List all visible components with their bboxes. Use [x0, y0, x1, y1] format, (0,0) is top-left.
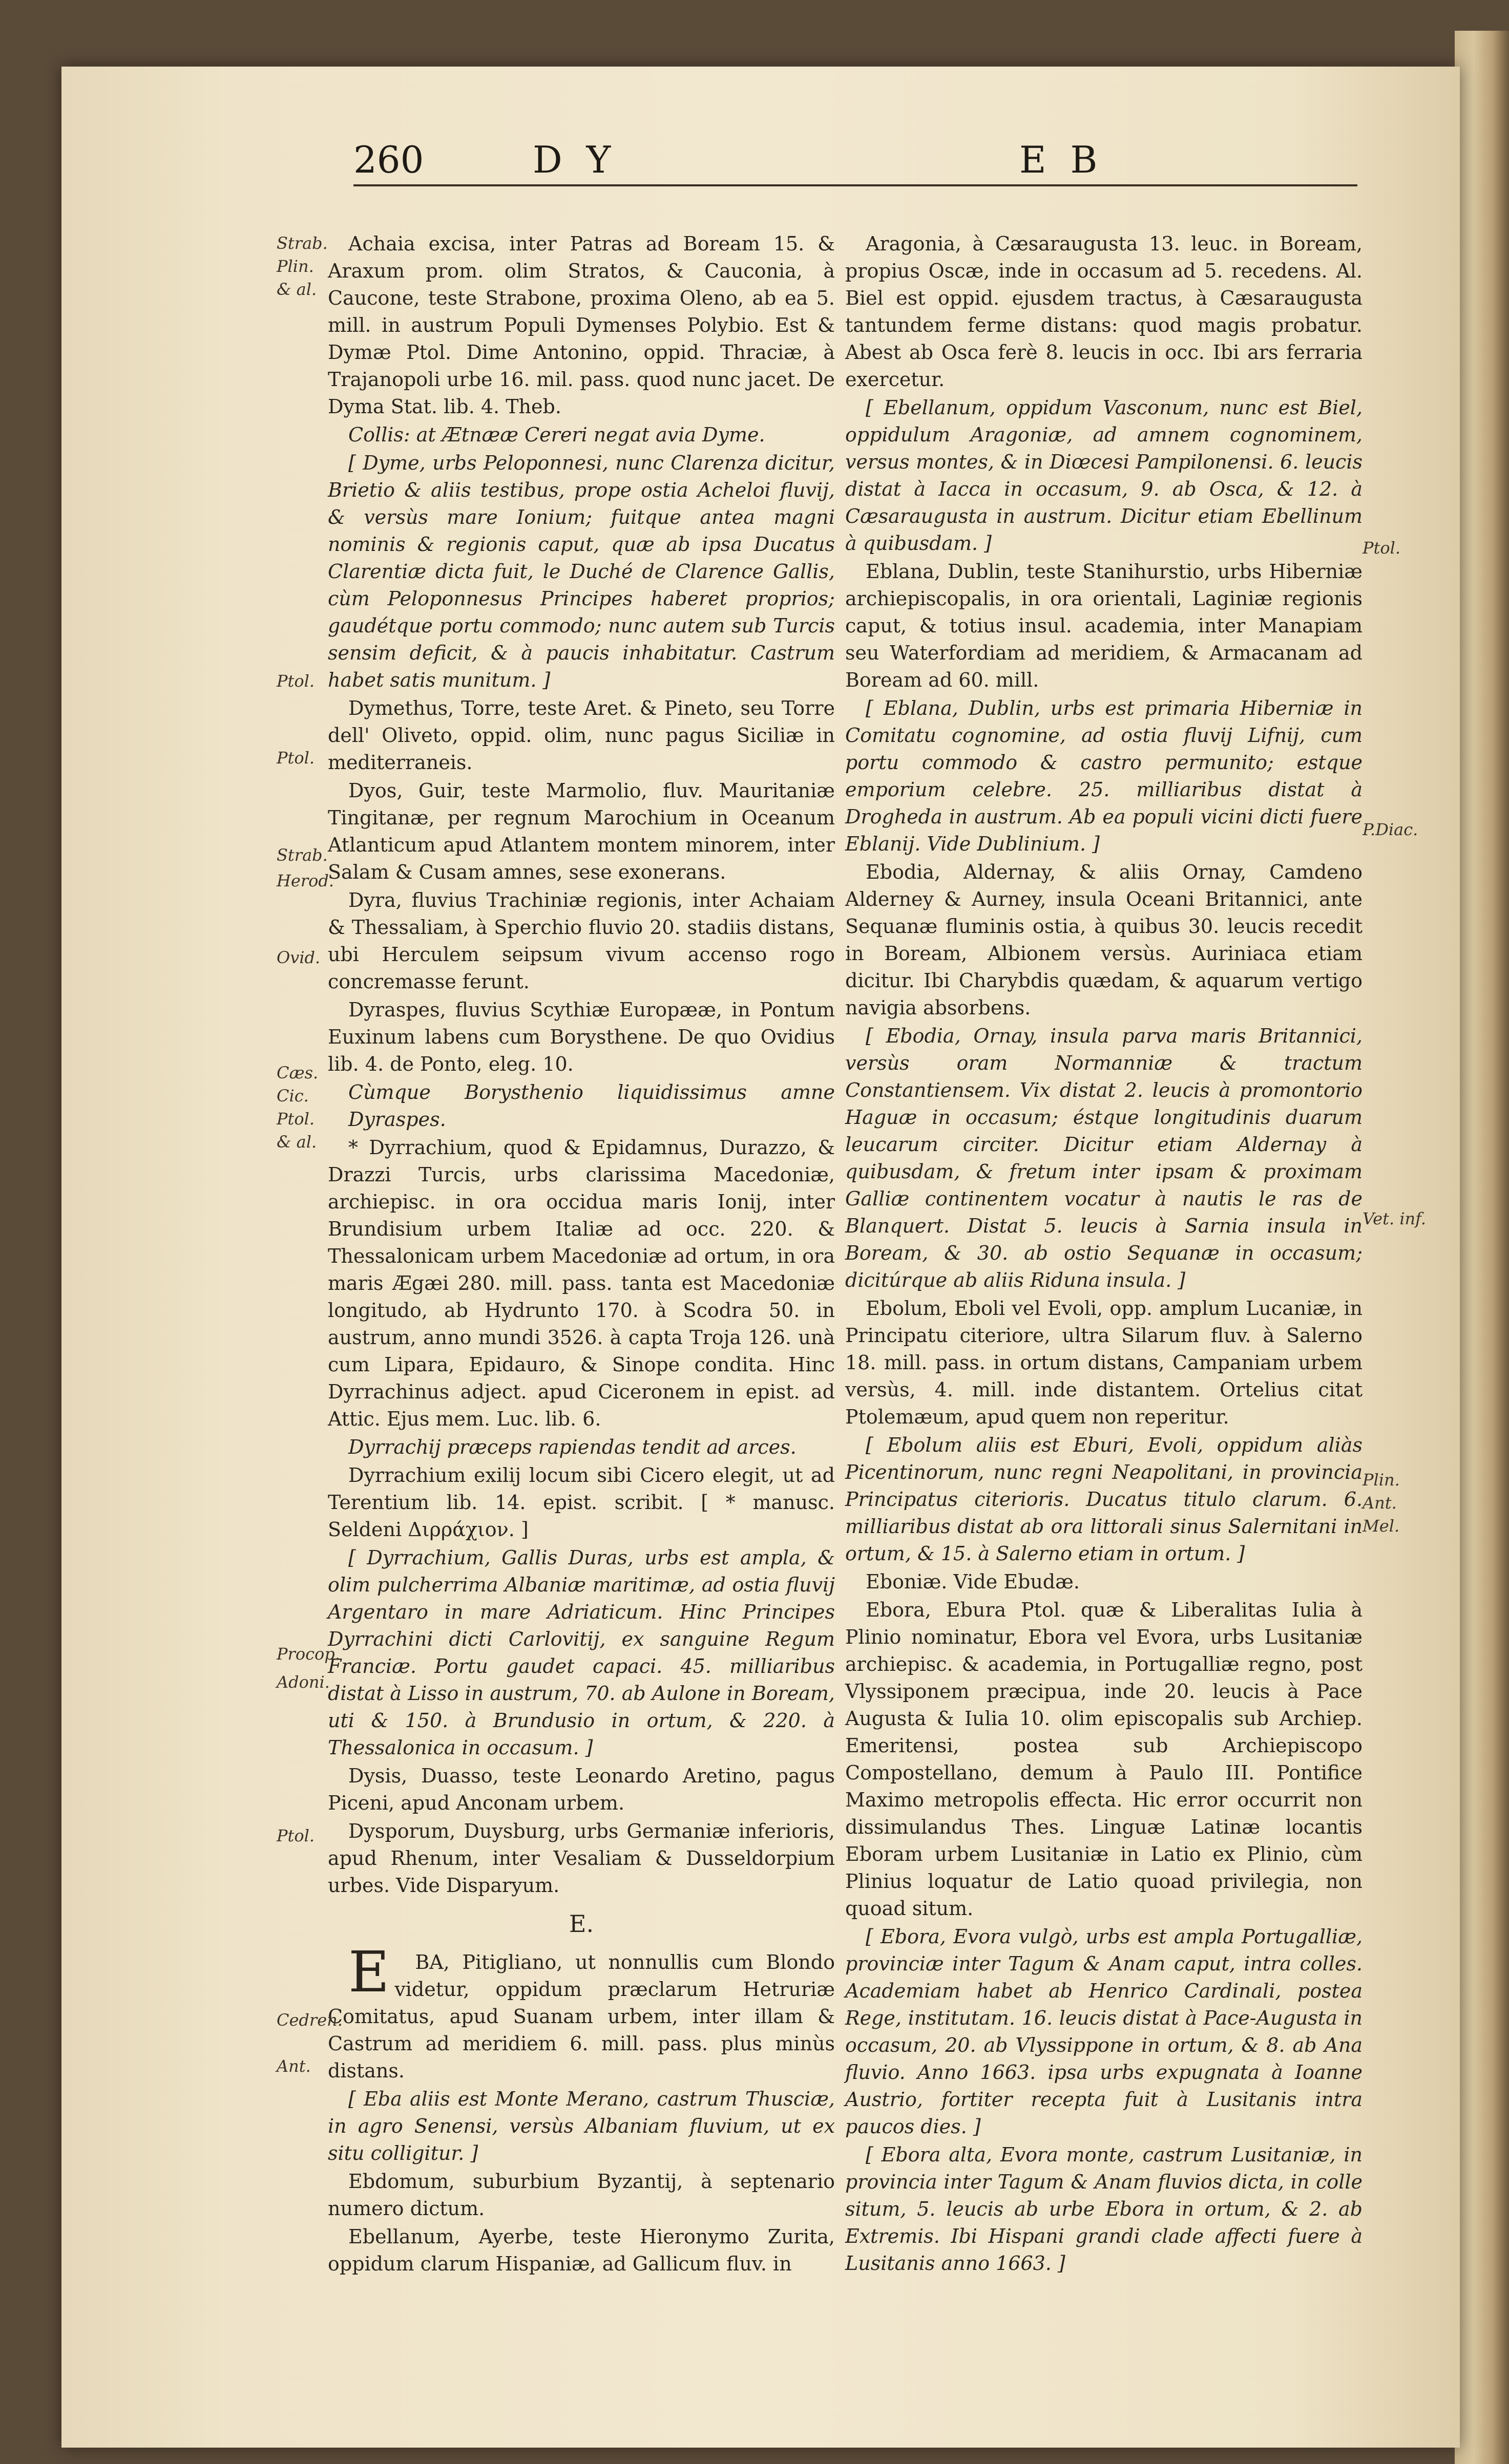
entry-paragraph: Dysis, Duasso, teste Leonardo Aretino, pagus Piceni, apud Anconam urbem. [328, 1765, 835, 1814]
margin-note: Ptol. [277, 1109, 315, 1129]
entry-paragraph: Aragonia, à Cæsaraugusta 13. leuc. in Boream, propius Oscæ, inde in occasum ad 5. recedens. Al. Biel est oppid. ejusdem tractus, à Cæsaraugusta tantundem ferme distans: quod magis probatur. Abest ab Osca ferè 8. leucis in occ. Ibi ars ferraria exercetur. [845, 232, 1363, 391]
verse-quote: Dyrrachij præceps rapiendas tendit ad arces. [348, 1436, 797, 1458]
right-column [845, 230, 1363, 2278]
bracketed-note: [ Ebora, Evora vulgò, urbs est ampla Portugalliæ, provinciæ inter Tagum & Anam caput, intra colles. Academiam habet ab Henrico Cardinali, postea Rege, institutam. 16. leucis distat à Pace-Augusta in occasum, 20. ab Vlyssippone in ortum, & 8. ab Ana fluvio. Anno 1663. ipsa urbs expugnata à Ioanne Austrio, fortiter recepta fuit à Lusitanis intra paucos dies. ] [845, 1925, 1363, 2138]
entry-paragraph: Ebora, Ebura Ptol. quæ & Liberalitas Iulia à Plinio nominatur, Ebora vel Evora, urbs Lusitaniæ archiepisc. & academia, in Portugalliæ regno, post Vlyssiponem præcipua, inde 20. leucis à Pace Augusta & Iulia 10. olim episcopalis sub Archiep. Emeritensi, postea sub Archiepiscopo Compostellano, demum à Paulo III. Pontifice Maximo metropolis effecta. Hic error occurrit non dissimulandus Thes. Linguæ Latinæ locantis Eboram urbem Lusitaniæ in Latio ex Plinio, cùm Plinius loquatur de Latio quoad privilegia, non quoad situm. [845, 1599, 1363, 1920]
margin-note: Ant. [277, 2056, 311, 2076]
bracketed-note: [ Ebellanum, oppidum Vasconum, nunc est Biel, oppidulum Aragoniæ, ad amnem cognominem, versus montes, & in Diœcesi Pampilonensi. 6. leucis distat à Iacca in occasum, 9. ab Osca, & 12. à Cæsaraugusta in austrum. Dicitur etiam Ebellinum à quibusdam. ] [845, 396, 1363, 555]
margin-note: Procop. [277, 1644, 340, 1664]
entry-paragraph: Ebodia, Aldernay, & aliis Ornay, Camdeno Alderney & Aurney, insula Oceani Britannici, ante Sequanæ fluminis ostia, à quibus 30. leucis recedit in Boream, Albionem versùs. Auriniaca etiam dicitur. Ibi Charybdis quædam, & aquarum vertigo navigia absorbens. [845, 861, 1363, 1019]
section-opening-paragraph: EBA, Pitigliano, ut nonnullis cum Blondo videtur, oppidum præclarum Hetruriæ Comitatus, apud Suanam urbem, inter illam & Castrum ad meridiem 6. mill. pass. plus minùs distans. [328, 1939, 835, 2082]
margin-note: Ptol. [1363, 538, 1401, 558]
margin-note: Herod. [277, 871, 334, 890]
adjacent-page-edge [1455, 31, 1509, 2464]
margin-note: Plin. [1363, 1470, 1400, 1490]
margin-note: Plin. [277, 257, 314, 276]
margin-note: Cæs. [277, 1063, 319, 1082]
margin-note: Ptol. [277, 1826, 315, 1845]
margin-note: Ptol. [277, 671, 315, 691]
bracketed-note: [ Ebolum aliis est Eburi, Evoli, oppidum aliàs Picentinorum, nunc regni Neapolitani, in provincia Principatus citerioris. Ducatus titulo clarum. 6. milliaribus distat ab ora littorali sinus Salernitani in ortum, & 15. à Salerno etiam in ortum. ] [845, 1434, 1363, 1565]
bracketed-note: [ Dyrrachium, Gallis Duras, urbs est ampla, & olim pulcherrima Albaniæ maritimæ, ad ostia fluvij Argentaro in mare Adriaticum. Hinc Principes Dyrrachini dicti Carlovitij, ex sanguine Regum Franciæ. Portu gaudet capaci. 45. milliaribus distat à Lisso in austrum, 70. ab Aulone in Boream, uti & 150. à Brundusio in ortum, & 220. à Thessalonica in occasum. ] [328, 1546, 835, 1759]
entry-paragraph: Achaia excisa, inter Patras ad Boream 15. & Araxum prom. olim Stratos, & Cauconia, à Caucone, teste Strabone, proxima Oleno, ab ea 5. mill. in austrum Populi Dymenses Polybio. Est & Dymæ Ptol. Dime Antonino, oppid. Thraciæ, à Trajanopoli urbe 16. mil. pass. quod nunc jacet. De Dyma Stat. lib. 4. Theb. [328, 232, 835, 418]
entry-paragraph: Ebolum, Eboli vel Evoli, opp. amplum Lucaniæ, in Principatu citeriore, ultra Silarum fluv. à Salerno 18. mill. pass. in ortum distans, Campaniam urbem versùs, 4. mill. inde distantem. Ortelius citat Ptolemæum, apud quem non reperitur. [845, 1297, 1363, 1428]
page-number: 260 [353, 138, 424, 181]
entry-paragraph: Ebellanum, Ayerbe, teste Hieronymo Zurita, oppidum clarum Hispaniæ, ad Gallicum fluv. in [328, 2225, 835, 2275]
running-head-left: D Y [533, 138, 617, 181]
margin-note: Cic. [277, 1086, 309, 1106]
running-head-right: E B [1019, 138, 1104, 181]
margin-note: Strab. [277, 233, 328, 253]
bracketed-note: [ Eblana, Dublin, urbs est primaria Hiberniæ in Comitatu cognomine, ad ostia fluvij Lifnij, cum portu commodo & castro permunito; estque emporium celebre. 25. milliaribus distat à Drogheda in austrum. Ab ea populi vicini dicti fuere Eblanij. Vide Dublinium. ] [845, 697, 1363, 855]
bracketed-note: [ Eba aliis est Monte Merano, castrum Thusciæ, in agro Senensi, versùs Albaniam fluvium, ut ex situ colligitur. ] [328, 2088, 835, 2164]
margin-note: Strab. [277, 845, 328, 865]
entry-paragraph: Eblana, Dublin, teste Stanihurstio, urbs Hiberniæ archiepiscopalis, in ora orientali, Laginiæ regionis caput, & totius insul. academia, inter Manapiam seu Waterfordiam ad meridiem, & Armacanam ad Boream ad 60. mill. [845, 560, 1363, 691]
entry-paragraph: Dymethus, Torre, teste Aret. & Pineto, seu Torre dell' Oliveto, oppid. olim, nunc pagus Siciliæ in mediterraneis. [328, 697, 835, 774]
margin-note: P.Diac. [1363, 820, 1418, 839]
margin-note: Ovid. [277, 948, 321, 967]
entry-paragraph: Eboniæ. Vide Ebudæ. [866, 1570, 1080, 1593]
margin-note: Cedren. [277, 2010, 343, 2030]
bracketed-note: [ Dyme, urbs Peloponnesi, nunc Clarenza dicitur, Brietio & aliis testibus, prope ostia Acheloi fluvij, & versùs mare Ionium; fuitque antea magni nominis & regionis caput, quæ ab ipsa Ducatus Clarentiæ dicta fuit, le Duché de Clarence Gallis, cùm Peloponnesus Principes haberet proprios; gaudétque portu commodo; nunc autem sub Turcis sensim deficit, & à paucis inhabitatur. Castrum habet satis munitum. ] [328, 452, 835, 691]
left-column [328, 230, 835, 2279]
verse-quote: Cùmque Borysthenio liquidissimus amne Dyraspes. [348, 1081, 835, 1131]
entry-paragraph: Dyrrachium exilij locum sibi Cicero elegit, ut ad Terentium lib. 14. epist. scribit. [ * manusc. Seldeni Διρράχιον. ] [328, 1464, 835, 1541]
entry-paragraph: Dyraspes, fluvius Scythiæ Europææ, in Pontum Euxinum labens cum Borysthene. De quo Ovidius lib. 4. de Ponto, eleg. 10. [328, 999, 835, 1075]
margin-note: & al. [277, 1132, 317, 1152]
entry-paragraph: Ebdomum, suburbium Byzantij, à septenario numero dictum. [328, 2170, 835, 2220]
margin-note: Vet. inf. [1363, 1209, 1427, 1228]
bracketed-note: [ Ebodia, Ornay, insula parva maris Britannici, versùs oram Normanniæ & tractum Constantiensem. Vix distat 2. leucis à promontorio Haguæ in occasum; éstque longitudinis duarum leucarum circiter. Dicitur etiam Aldernay à quibusdam, & fretum inter ipsam & proximam Galliæ continentem vocatur à nautis le ras de Blanquert. Distat 5. leucis à Sarnia insula in Boream, & 30. ab ostio Sequanæ in occasum; dicitúrque ab aliis Riduna insula. ] [845, 1025, 1363, 1291]
entry-paragraph: * Dyrrachium, quod & Epidamnus, Durazzo, & Drazzi Turcis, urbs clarissima Macedoniæ, archiepisc. in ora occidua maris Ionij, inter Brundisium urbem Italiæ ad occ. 220. & Thessalonicam urbem Macedoniæ ad ortum, in ora maris Ægæi 280. mill. pass. tanta est Macedoniæ longitudo, ab Hydrunto 170. à Scodra 50. in austrum, anno mundi 3526. à capta Troja 126. unà cum Lipara, Epidauro, & Sinope condita. Hinc Dyrrachinus adject. apud Ciceronem in epist. ad Attic. Ejus mem. Luc. lib. 6. [328, 1136, 835, 1430]
section-letter: E. [569, 1910, 594, 1938]
entry-paragraph: Dysporum, Duysburg, urbs Germaniæ inferioris, apud Rhenum, inter Vesaliam & Dusseldorpium urbes. Vide Disparyum. [328, 1820, 835, 1897]
entry-paragraph: Dyos, Guir, teste Marmolio, fluv. Mauritaniæ Tingitanæ, per regnum Marochium in Oceanum Atlanticum apud Atlantem montem minorem, inter Salam & Cusam amnes, sese exonerans. [328, 779, 835, 883]
entry-paragraph: Dyra, fluvius Trachiniæ regionis, inter Achaiam & Thessaliam, à Sperchio fluvio 20. stadiis distans, ubi Herculem seipsum vivum accenso rogo concremasse ferunt. [328, 889, 835, 993]
margin-note: & al. [277, 280, 317, 299]
margin-note: Ptol. [277, 748, 315, 768]
margin-note: Ant. [1363, 1493, 1397, 1513]
margin-note: Mel. [1363, 1516, 1400, 1536]
header-rule [353, 184, 1357, 186]
bracketed-note: [ Ebora alta, Evora monte, castrum Lusitaniæ, in provincia inter Tagum & Anam fluvios dicta, in colle situm, 5. leucis ab urbe Ebora in ortum, & 2. ab Extremis. Ibi Hispani grandi clade affecti fuere à Lusitanis anno 1663. ] [845, 2143, 1363, 2275]
verse-quote: Collis: at Ætnææ Cereri negat avia Dyme. [348, 423, 765, 446]
margin-note: Adoni. [277, 1672, 330, 1692]
